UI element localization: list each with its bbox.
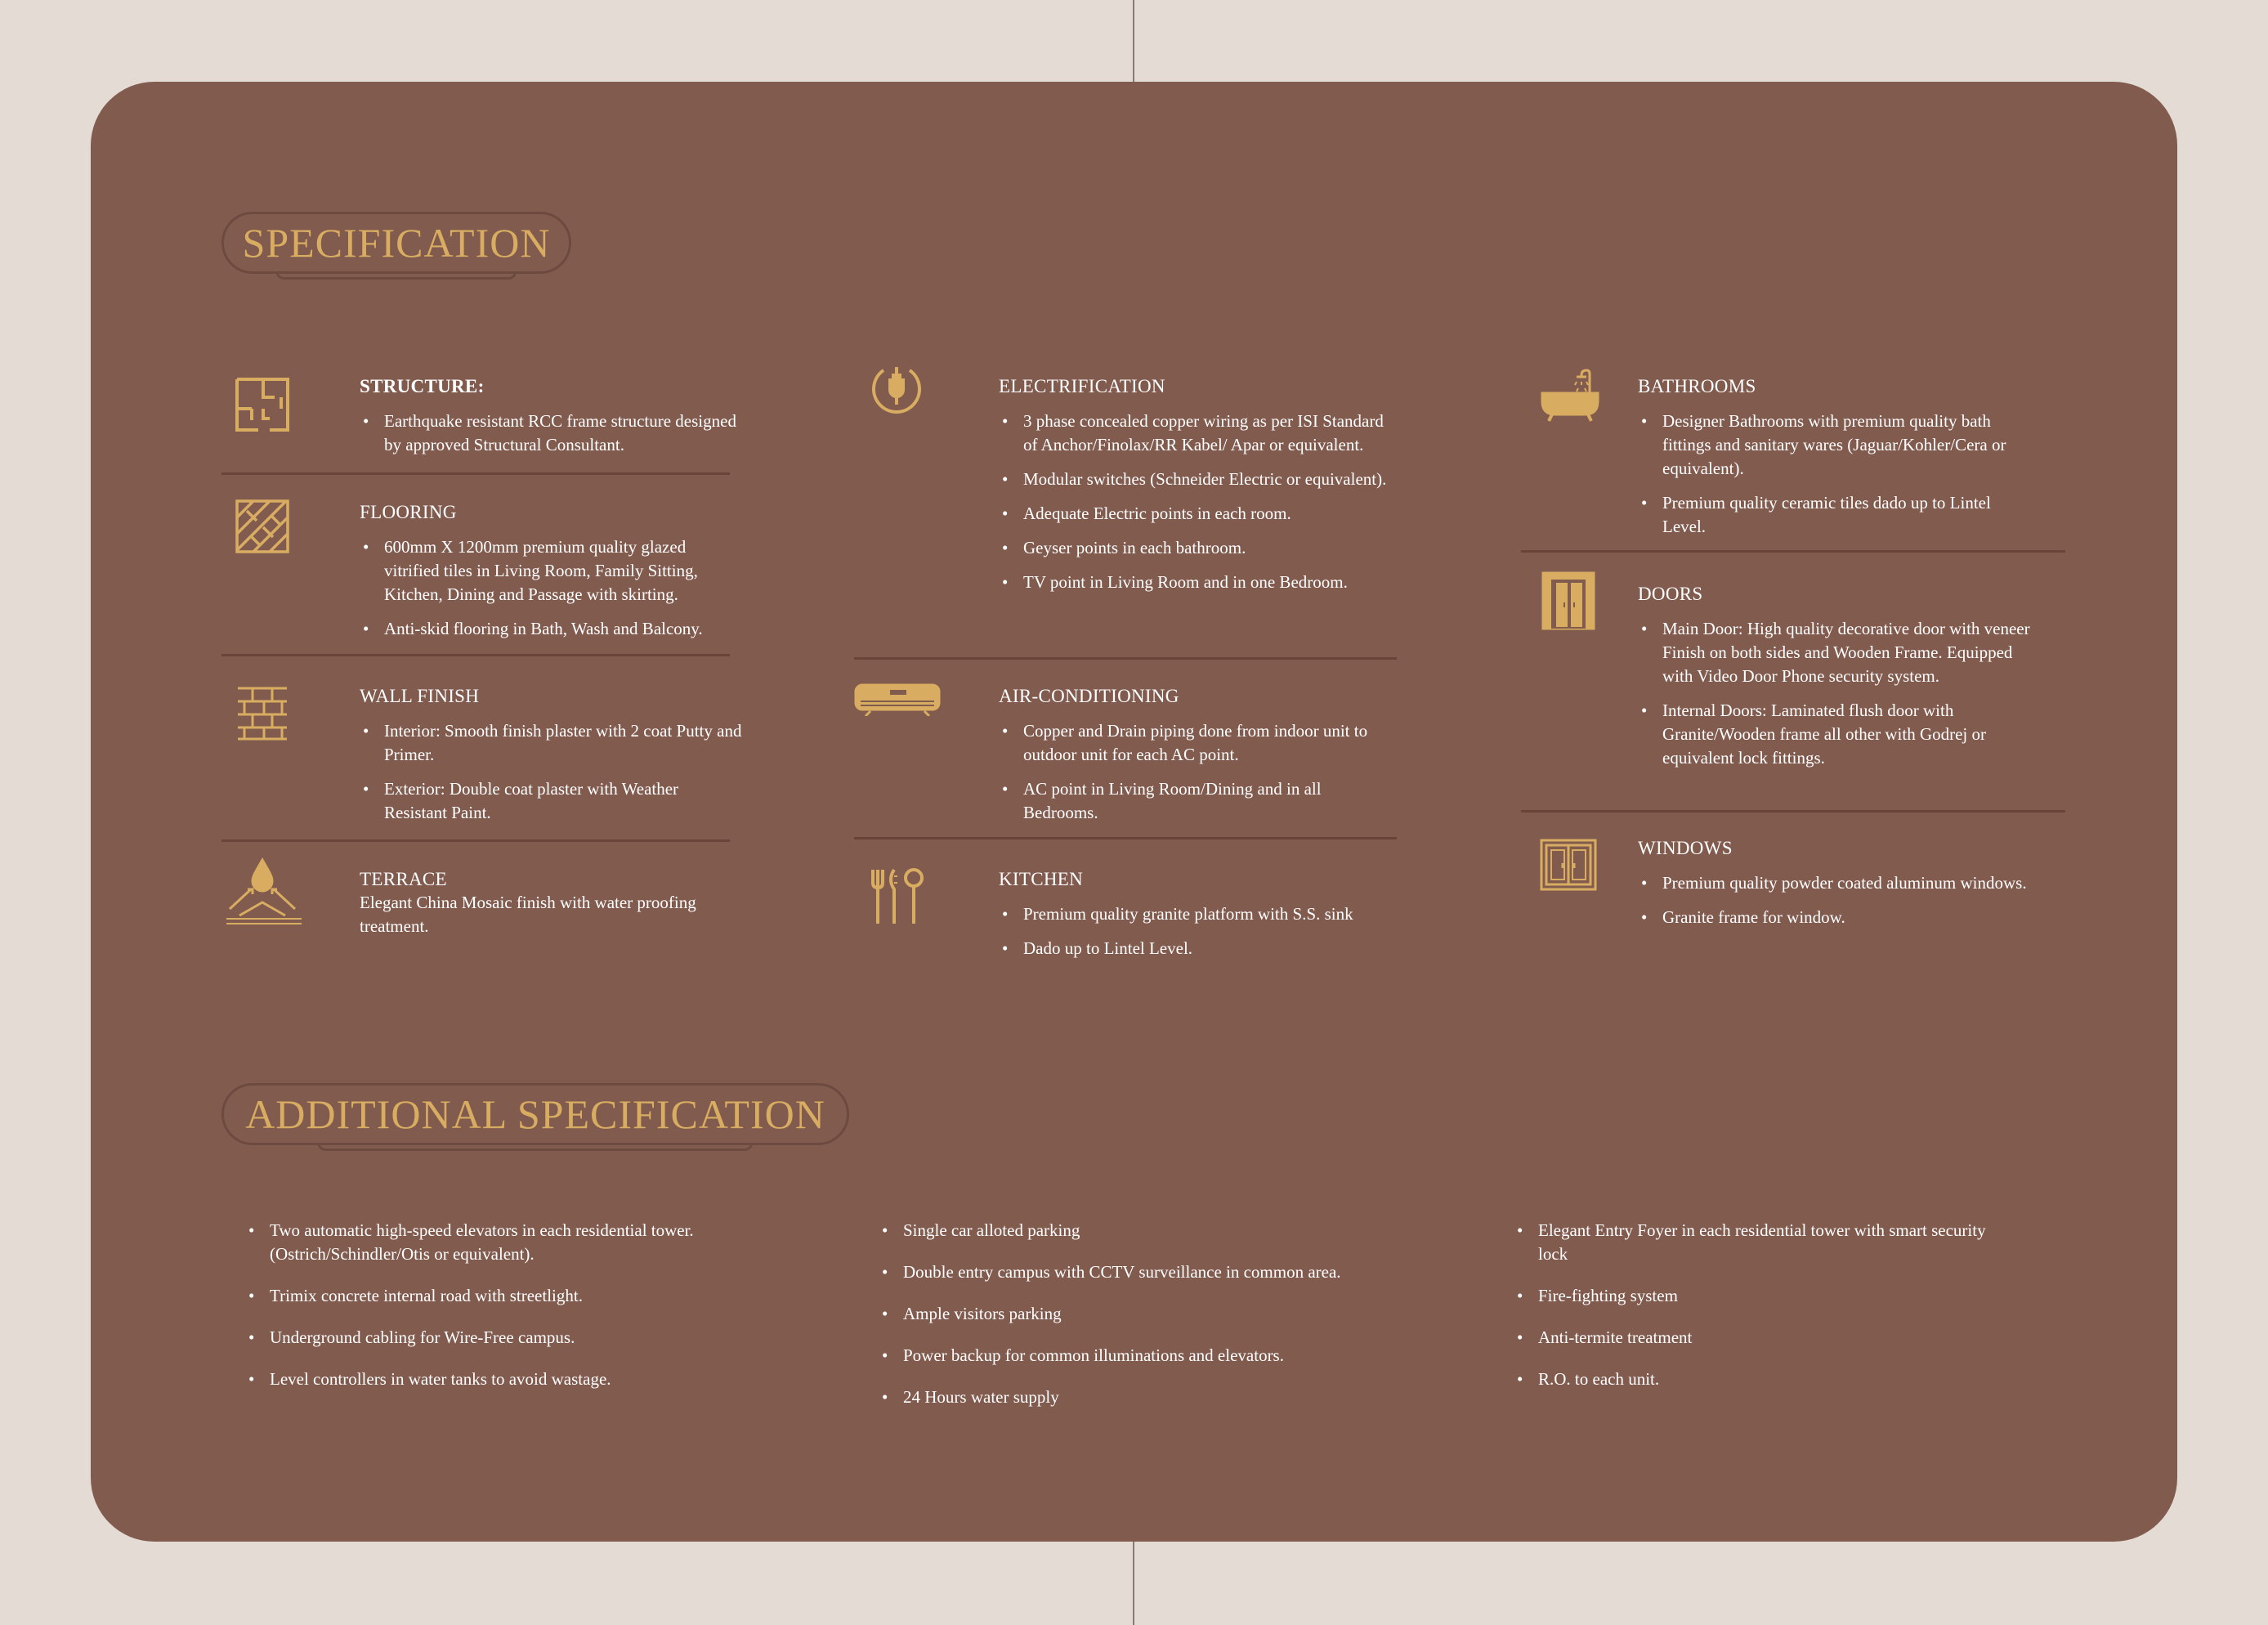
list-item: • TV point in Living Room and in one Bedroom. (999, 571, 1391, 594)
heading-ornament (317, 1143, 753, 1151)
list-item: • Anti-termite treatment (1514, 1326, 1988, 1350)
list-item: • Double entry campus with CCTV surveillance in common area. (879, 1260, 1418, 1284)
list-item: • Earthquake resistant RCC frame structure designed by approved Structural Consultant. (360, 410, 744, 457)
windows-title: WINDOWS (1638, 838, 1733, 858)
list-item: • Dado up to Lintel Level. (999, 937, 1391, 960)
list-item: • Copper and Drain piping done from indoor unit to outdoor unit for each AC point. (999, 719, 1391, 767)
electrification-list (999, 410, 1391, 605)
separator (854, 657, 1397, 660)
list-item: • Fire-fighting system (1514, 1284, 1988, 1308)
list-item: • Underground cabling for Wire-Free campus. (245, 1326, 752, 1350)
structure-title: STRUCTURE: (360, 376, 485, 396)
list-item: • Power backup for common illuminations and elevators. (879, 1344, 1418, 1368)
flooring-list (360, 535, 744, 651)
separator (1521, 810, 2065, 812)
air-conditioner-icon (854, 683, 941, 716)
brick-wall-icon (236, 685, 289, 741)
additional-list-col1 (245, 1219, 752, 1409)
list-item: • Premium quality ceramic tiles dado up to Lintel Level. (1638, 491, 2038, 539)
specification-heading-text: SPECIFICATION (242, 220, 551, 266)
list-item: • Modular switches (Schneider Electric or equivalent). (999, 468, 1391, 491)
air-conditioning-list (999, 719, 1391, 835)
wall-finish-title: WALL FINISH (360, 686, 480, 706)
separator (221, 654, 730, 656)
doors-list (1638, 617, 2038, 781)
plug-icon (869, 362, 924, 418)
additional-specification-heading (221, 1083, 849, 1145)
windows-list (1638, 871, 2038, 940)
list-item: • Designer Bathrooms with premium quality bath fittings and sanitary wares (Jaguar/Kohler/Cera or equivalent). (1638, 410, 2038, 481)
list-item: • Main Door: High quality decorative door with veneer Finish on both sides and Wooden Frame. Equipped with Video Door Phone security system. (1638, 617, 2038, 688)
page-fold-top (1133, 0, 1134, 82)
additional-list-col2 (879, 1219, 1418, 1427)
separator (221, 472, 730, 475)
list-item: • Elegant Entry Foyer in each residential tower with smart security lock (1514, 1219, 1988, 1266)
list-item: • Two automatic high-speed elevators in each residential tower. (Ostrich/Schindler/Otis or equivalent). (245, 1219, 752, 1266)
door-icon (1541, 571, 1595, 630)
page-fold-bottom (1133, 1542, 1134, 1625)
list-item: • Exterior: Double coat plaster with Weather Resistant Paint. (360, 777, 744, 825)
doors-title: DOORS (1638, 584, 1703, 604)
list-item: • Premium quality powder coated aluminum windows. (1638, 871, 2038, 895)
separator (221, 839, 730, 842)
tiles-icon (235, 499, 289, 553)
list-item: • Ample visitors parking (879, 1302, 1418, 1326)
bathtub-icon (1541, 369, 1599, 423)
structure-list (360, 410, 744, 468)
kitchen-title: KITCHEN (999, 869, 1084, 889)
list-item: • Interior: Smooth finish plaster with 2 coat Putty and Primer. (360, 719, 744, 767)
list-item: • Level controllers in water tanks to avoid wastage. (245, 1368, 752, 1391)
air-conditioning-title: AIR-CONDITIONING (999, 686, 1179, 706)
waterproofing-icon (223, 857, 305, 925)
separator (854, 837, 1397, 839)
additional-heading-text: ADDITIONAL SPECIFICATION (245, 1091, 825, 1137)
list-item: • Adequate Electric points in each room. (999, 502, 1391, 526)
window-icon (1540, 839, 1597, 891)
list-item: • Granite frame for window. (1638, 906, 2038, 929)
list-item: • Single car alloted parking (879, 1219, 1418, 1242)
electrification-title: ELECTRIFICATION (999, 376, 1165, 396)
list-item: • 600mm X 1200mm premium quality glazed vitrified tiles in Living Room, Family Sitting, Kitchen, Dining and Passage with skirting. (360, 535, 744, 607)
list-item: • Anti-skid flooring in Bath, Wash and Balcony. (360, 617, 744, 641)
kitchen-list (999, 902, 1391, 971)
heading-ornament (275, 271, 517, 280)
terrace-title: TERRACE (360, 869, 447, 889)
kitchen-utensils-icon (870, 868, 924, 925)
floor-plan-icon (234, 376, 291, 433)
flooring-title: FLOORING (360, 502, 457, 522)
list-item: • Premium quality granite platform with S.S. sink (999, 902, 1391, 926)
list-item: • 3 phase concealed copper wiring as per ISI Standard of Anchor/Finolax/RR Kabel/ Apar or equivalent. (999, 410, 1391, 457)
bathrooms-title: BATHROOMS (1638, 376, 1756, 396)
terrace-text: Elegant China Mosaic finish with water proofing treatment. (360, 893, 696, 936)
list-item: • R.O. to each unit. (1514, 1368, 1988, 1391)
wall-finish-list (360, 719, 744, 835)
list-item: • 24 Hours water supply (879, 1386, 1418, 1409)
list-item: • Geyser points in each bathroom. (999, 536, 1391, 560)
specification-heading (221, 212, 571, 274)
list-item: • Internal Doors: Laminated flush door with Granite/Wooden frame all other with Godrej or equivalent lock fittings. (1638, 699, 2038, 770)
list-item: • Trimix concrete internal road with streetlight. (245, 1284, 752, 1308)
list-item: • AC point in Living Room/Dining and in all Bedrooms. (999, 777, 1391, 825)
bathrooms-list (1638, 410, 2038, 549)
additional-list-col3 (1514, 1219, 1988, 1409)
separator (1521, 550, 2065, 553)
